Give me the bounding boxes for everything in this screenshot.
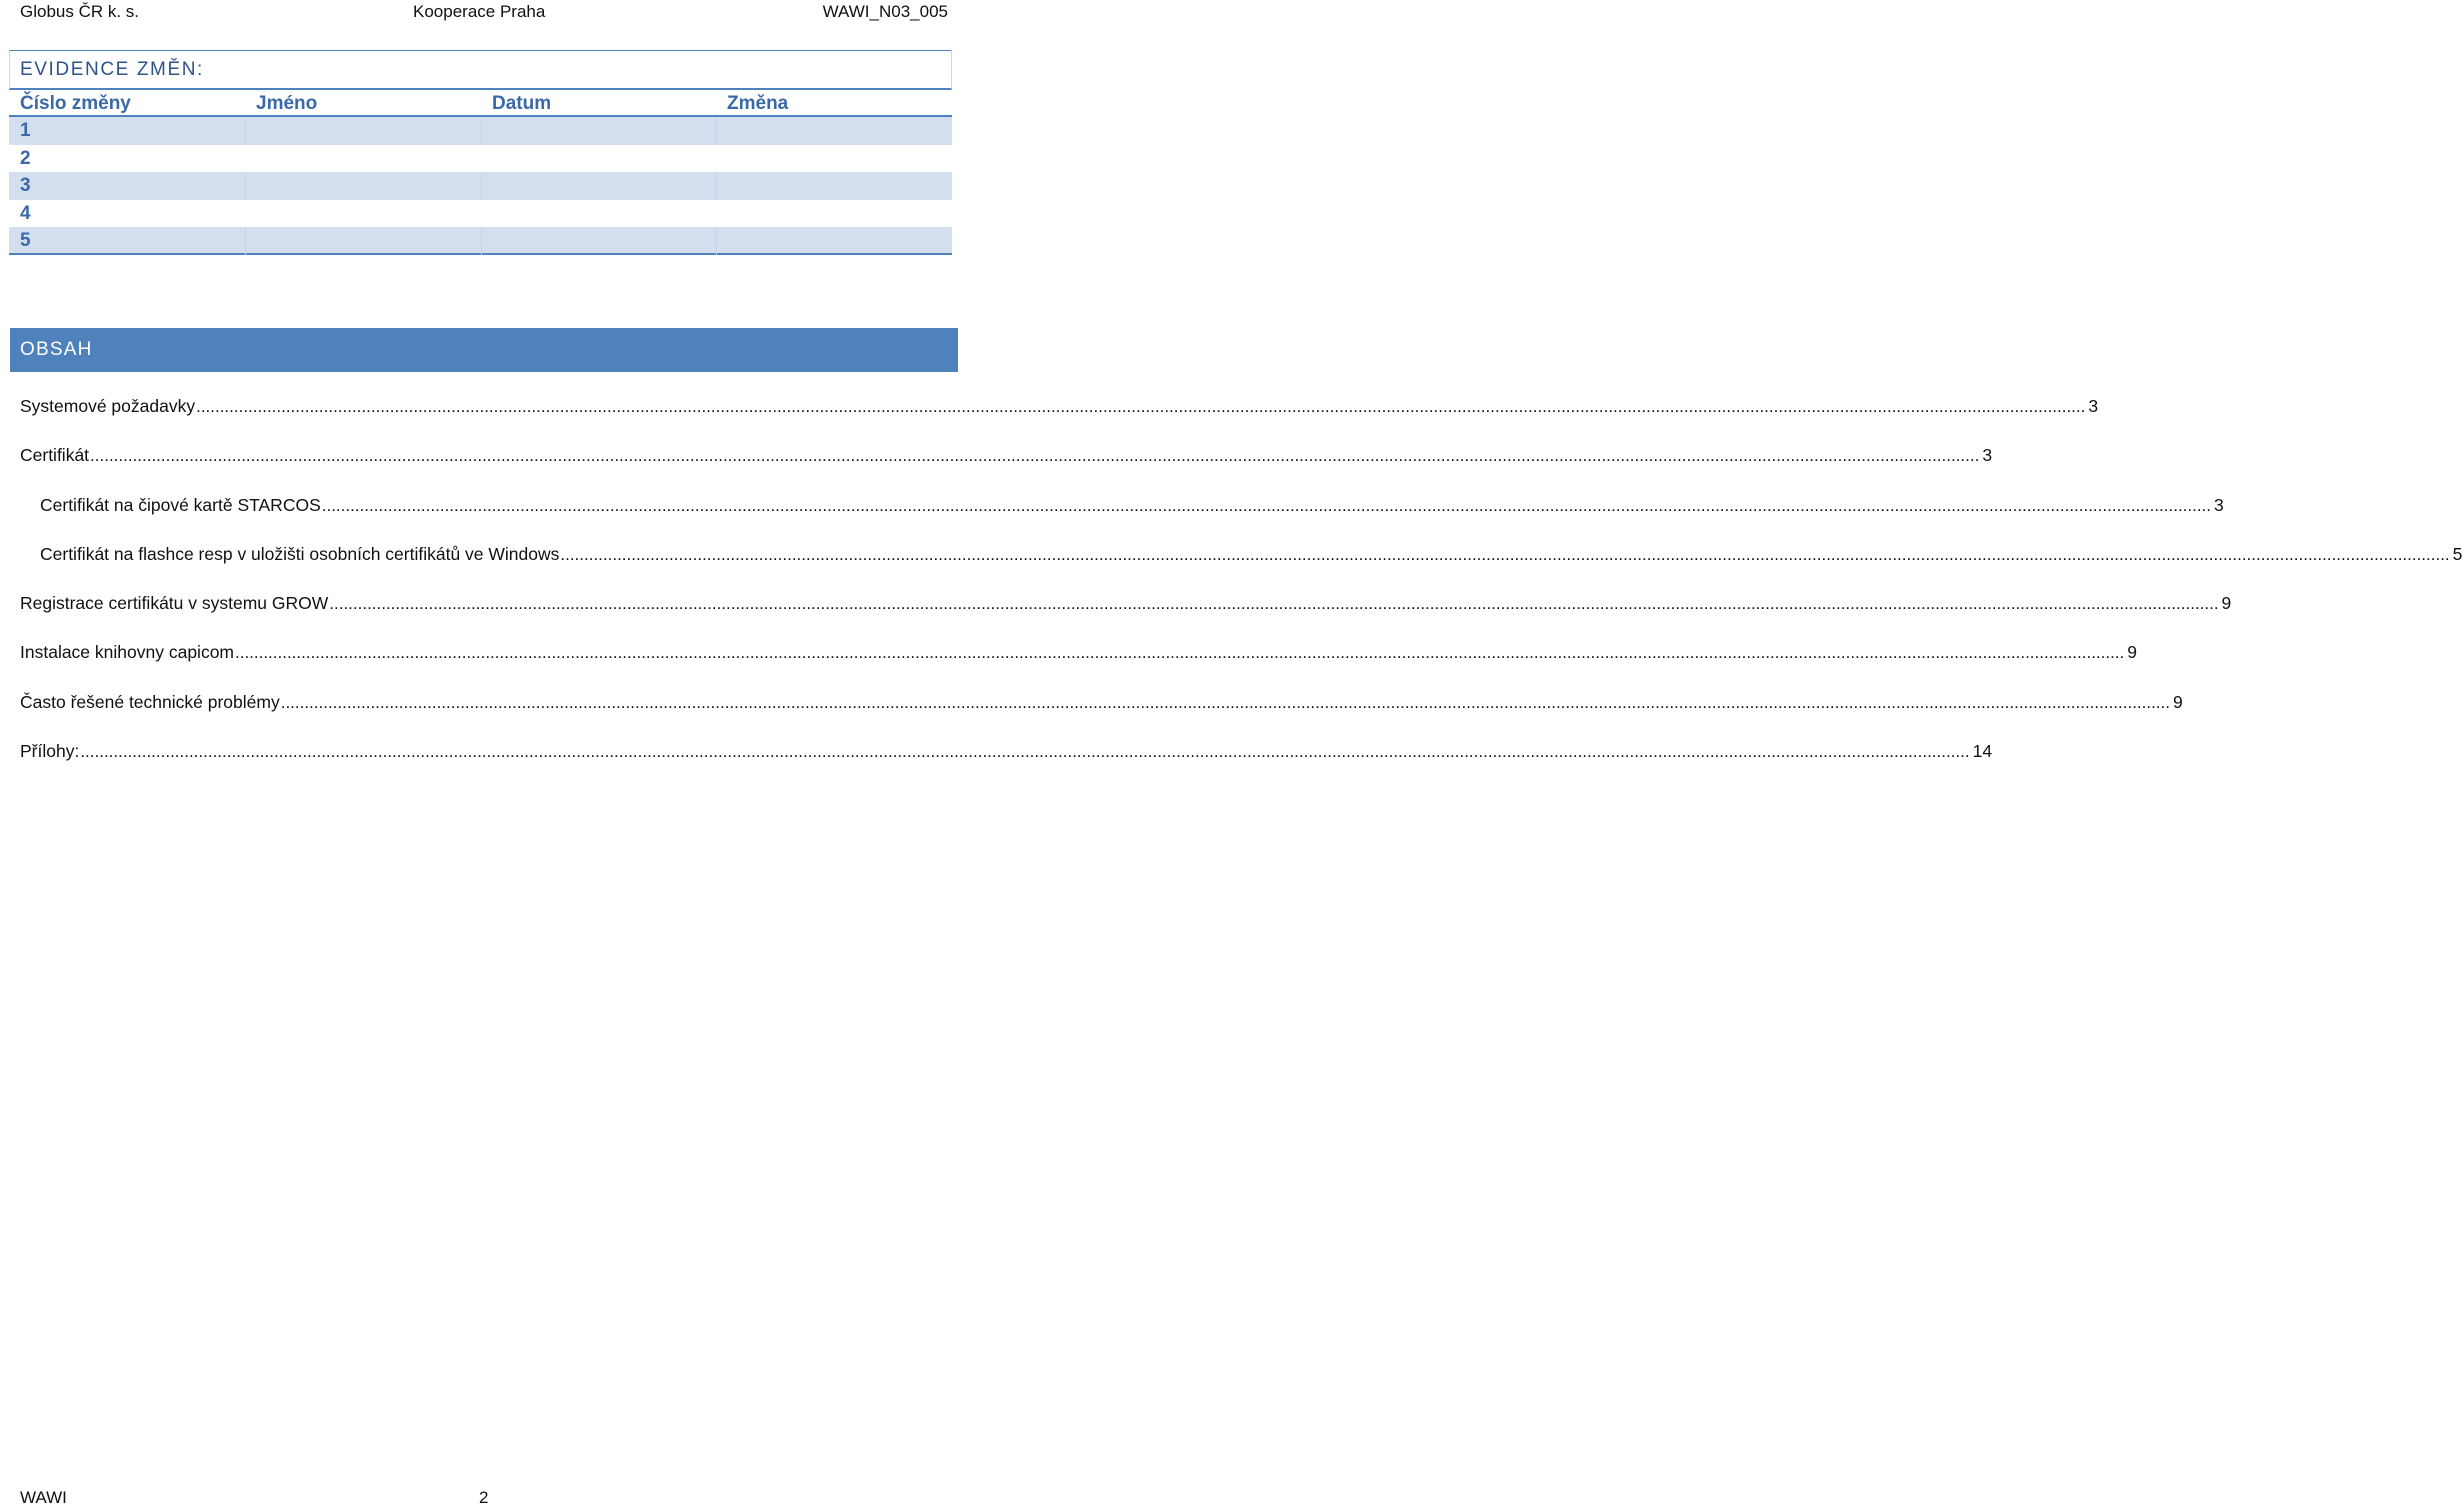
toc-entry[interactable] xyxy=(20,639,2137,688)
change-number-cell: 3 xyxy=(20,175,31,196)
table-row xyxy=(9,145,952,173)
toc-leader-dots: ................................................................................................................................................................................................................................................................................................................................................................................................................ xyxy=(90,446,1980,466)
toc-entry-title[interactable]: Často řešené technické problémy xyxy=(20,691,280,712)
toc-entry-title[interactable]: Certifikát na čipové kartě STARCOS xyxy=(40,494,321,515)
toc-entry-page[interactable]: 9 xyxy=(2127,642,2137,663)
toc-entry-page[interactable]: 9 xyxy=(2172,691,2183,712)
toc-entry-page[interactable]: 14 xyxy=(1972,741,1993,762)
date-cell xyxy=(481,172,716,200)
toc-leader-dots: ................................................................................................................................................................................................................................................................................................................................................................................................................ xyxy=(329,594,2219,614)
name-cell xyxy=(245,172,481,200)
toc-leader-dots: ................................................................................................................................................................................................................................................................................................................................................................................................................ xyxy=(235,643,2125,663)
column-header-change: Změna xyxy=(727,93,789,114)
toc-entry[interactable] xyxy=(20,689,2183,738)
change-log-header-row xyxy=(9,90,952,117)
change-log-table xyxy=(9,50,952,255)
page-header xyxy=(20,0,948,26)
change-cell xyxy=(716,145,952,173)
toc-entry-title[interactable]: Certifikát na flashce resp v uložišti osobních certifikátů ve Windows xyxy=(40,543,560,564)
name-cell xyxy=(245,227,481,255)
toc-entry[interactable] xyxy=(20,492,2224,541)
page-number: 2 xyxy=(479,1488,489,1507)
table-row xyxy=(9,172,952,200)
toc-heading: OBSAH xyxy=(10,328,958,372)
toc-leader-dots: ................................................................................................................................................................................................................................................................................................................................................................................................................ xyxy=(560,544,2450,564)
toc-leader-dots: ................................................................................................................................................................................................................................................................................................................................................................................................................ xyxy=(80,742,1970,762)
toc-leader-dots: ................................................................................................................................................................................................................................................................................................................................................................................................................ xyxy=(321,495,2212,515)
toc-entry-title[interactable]: Přílohy: xyxy=(20,741,80,762)
name-cell xyxy=(245,145,481,173)
header-project: Kooperace Praha xyxy=(413,2,546,21)
date-cell xyxy=(481,200,716,228)
change-log-title: EVIDENCE ZMĚN: xyxy=(9,50,952,90)
change-number-cell: 4 xyxy=(20,202,31,224)
toc-entry-page[interactable]: 9 xyxy=(2221,593,2232,614)
toc-entry[interactable] xyxy=(20,541,2462,590)
change-number-cell: 1 xyxy=(20,120,31,141)
date-cell xyxy=(481,145,716,173)
toc-entry-title[interactable]: Systemové požadavky xyxy=(20,396,196,416)
column-header-date: Datum xyxy=(492,93,552,114)
change-cell xyxy=(716,227,952,255)
toc-entry-page[interactable]: 3 xyxy=(2214,494,2224,515)
toc-entry-title[interactable]: Registrace certifikátu v systemu GROW xyxy=(20,593,329,614)
toc-entry-page[interactable]: 5 xyxy=(2452,543,2462,564)
toc-leader-dots: ................................................................................................................................................................................................................................................................................................................................................................................................................ xyxy=(196,397,2086,416)
toc-entry[interactable] xyxy=(20,393,2099,442)
toc-entry-page[interactable]: 3 xyxy=(2088,396,2099,416)
change-number-cell: 5 xyxy=(20,230,31,251)
change-cell xyxy=(716,117,952,145)
name-cell xyxy=(245,117,481,145)
date-cell xyxy=(481,227,716,255)
toc-entry[interactable] xyxy=(20,738,1993,787)
toc-entry-title[interactable]: Certifikát xyxy=(20,445,90,466)
page-footer xyxy=(20,1486,950,1510)
column-header-change-number: Číslo změny xyxy=(20,93,131,114)
toc-entry-page[interactable]: 3 xyxy=(1982,445,1993,466)
header-company: Globus ČR k. s. xyxy=(20,2,140,21)
name-cell xyxy=(245,200,481,228)
toc-entry[interactable] xyxy=(20,442,1993,491)
toc-entry-title[interactable]: Instalace knihovny capicom xyxy=(20,642,234,663)
table-row xyxy=(9,117,952,145)
header-doc-id: WAWI_N03_005 xyxy=(822,2,948,21)
change-cell xyxy=(716,200,952,228)
column-header-name: Jméno xyxy=(256,93,318,114)
footer-label: WAWI xyxy=(20,1488,67,1507)
change-number-cell: 2 xyxy=(20,147,31,169)
date-cell xyxy=(481,117,716,145)
table-row xyxy=(9,227,952,255)
toc-entry[interactable] xyxy=(20,590,2232,639)
toc-leader-dots: ................................................................................................................................................................................................................................................................................................................................................................................................................ xyxy=(280,692,2170,712)
table-of-contents xyxy=(20,393,2462,787)
table-row xyxy=(9,200,952,228)
change-cell xyxy=(716,172,952,200)
